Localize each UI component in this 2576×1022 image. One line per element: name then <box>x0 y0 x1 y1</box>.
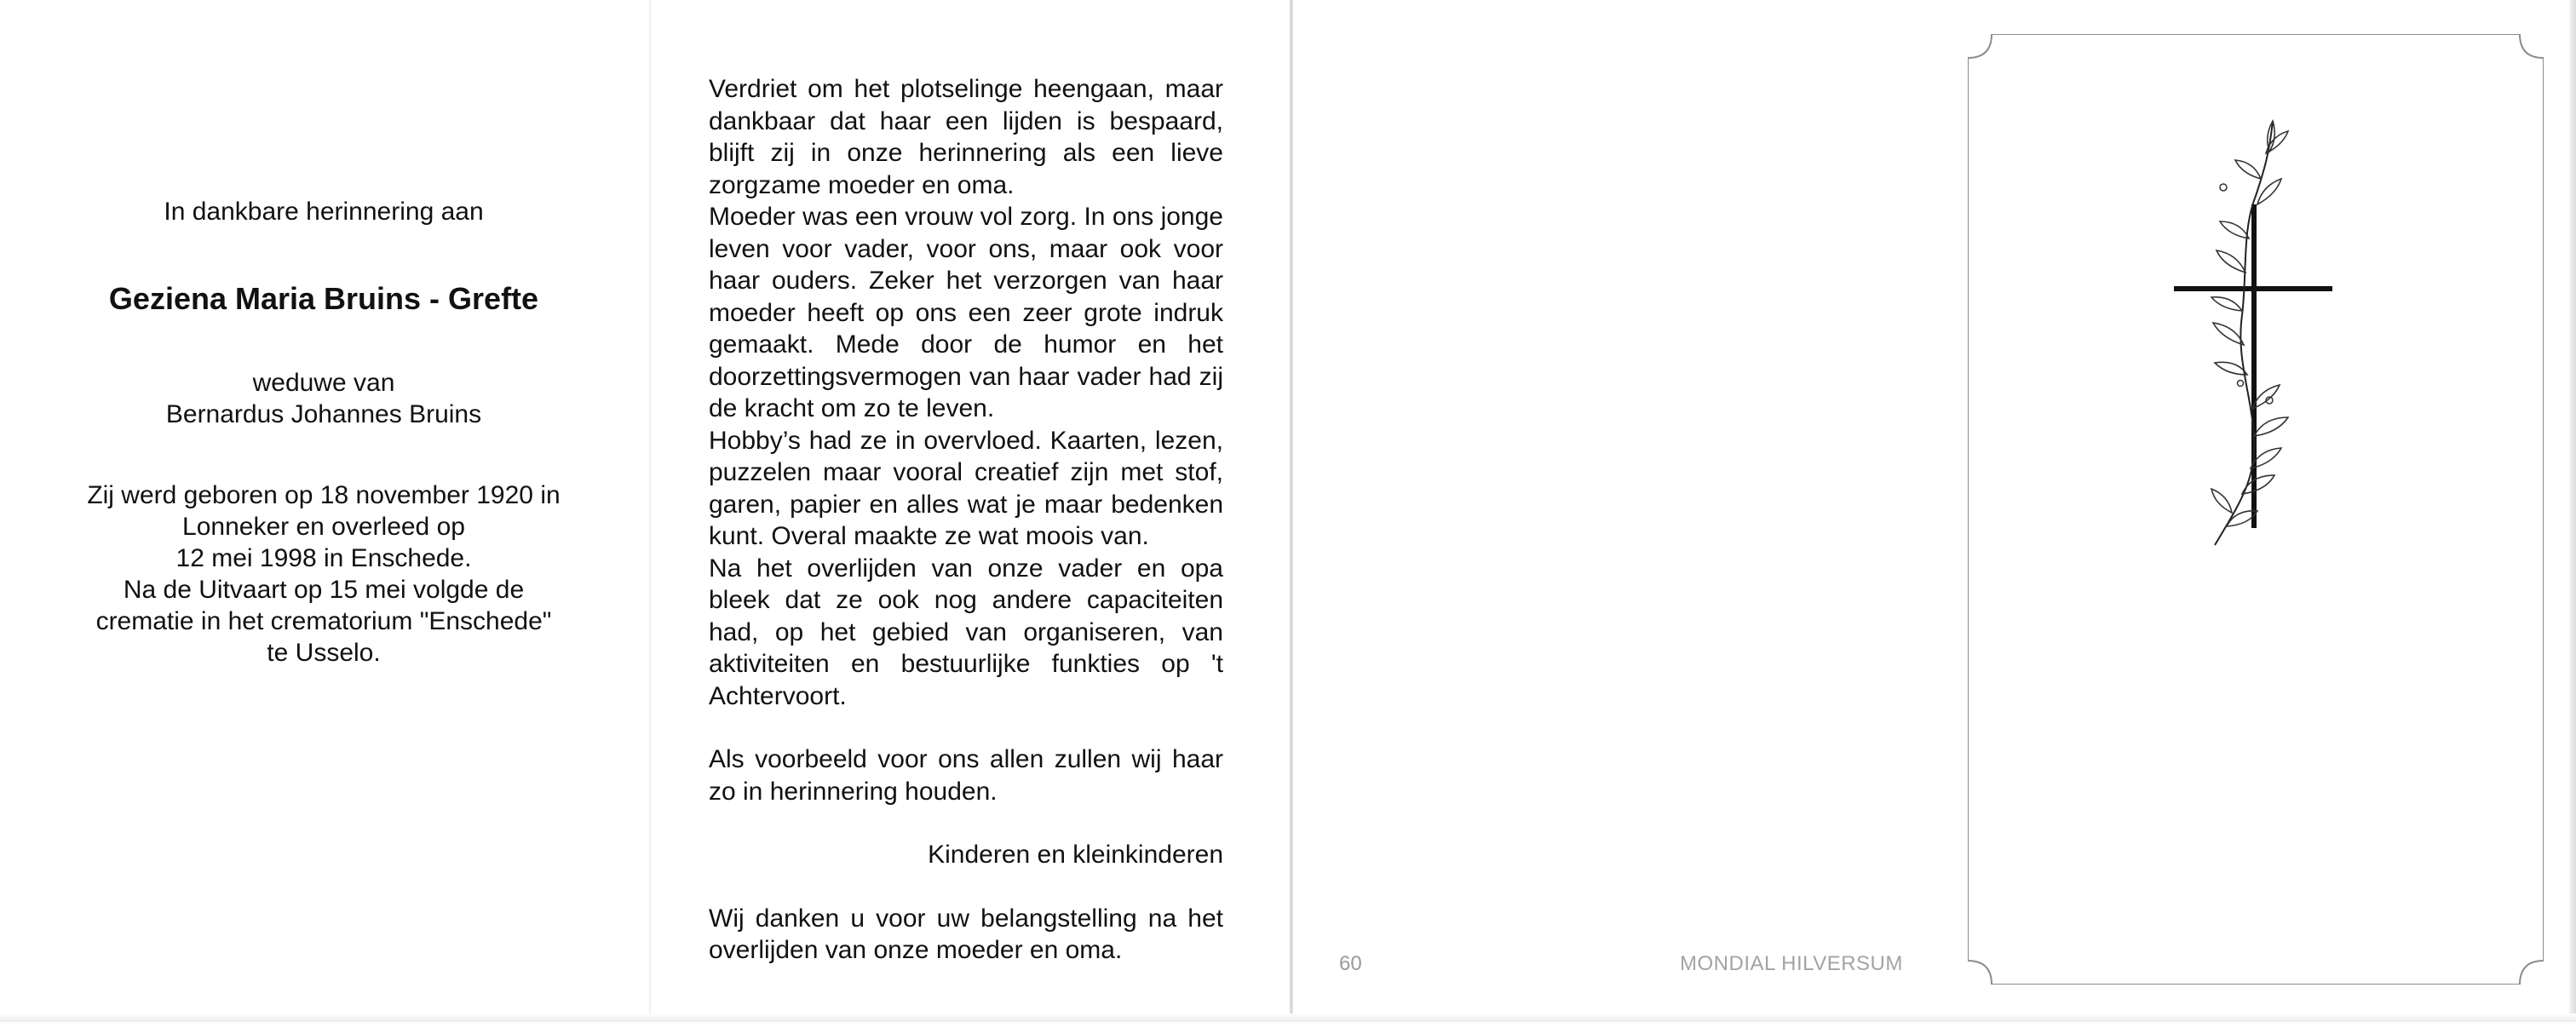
tribute-paragraph: Verdriet om het plotselinge heengaan, maar dankbaar dat haar een lijden is bespaard, blijft zij in onze herinnering als een lieve zorgzame moeder en oma. <box>709 75 1223 199</box>
tribute-text <box>709 73 1223 967</box>
bio-line: 12 mei 1998 in Enschede. <box>175 544 472 572</box>
printer-brand: MONDIAL HILVERSUM <box>1680 952 1903 975</box>
signature: Kinderen en kleinkinderen <box>928 841 1223 869</box>
page-crease-left <box>649 0 651 1022</box>
widow-of-block <box>51 367 596 430</box>
bio-line: crematie in het crematorium "Enschede" <box>95 607 552 635</box>
bio-line: Zij werd geboren op 18 november 1920 in <box>87 481 561 509</box>
card-edge-right <box>2569 0 2576 1022</box>
page-fold-center <box>1290 0 1293 1022</box>
bio-line: te Usselo. <box>267 639 381 667</box>
bio-line: Na de Uitvaart op 15 mei volgde de <box>123 576 525 604</box>
tribute-paragraph: Moeder was een vrouw vol zorg. In ons jonge leven voor vader, voor ons, maar ook voor haar ouders. Zeker het verzorgen van haar moeder heeft op ons een zeer grote indruk gemaakt. Mede door de humor en het doorzettingsvermogen van haar vader had zij de kracht om zo te leven. <box>709 203 1223 422</box>
memorial-details <box>51 196 596 669</box>
tribute-paragraph: Hobby’s had ze in overvloed. Kaarten, lezen, puzzelen maar vooral creatief zijn met stof, garen, papier en alles wat je maar bedenken kunt. Overal maakte ze wat moois van. <box>709 426 1223 550</box>
bio-line: Lonneker en overleed op <box>182 513 465 541</box>
deceased-name: Geziena Maria Bruins - Grefte <box>108 281 539 316</box>
closing-paragraph: Als voorbeeld voor ons allen zullen wij haar zo in herinnering houden. <box>709 745 1223 806</box>
thanks-paragraph: Wij danken u voor uw belangstelling na het overlijden van onze moeder en oma. <box>709 904 1223 964</box>
card-edge-bottom <box>0 1013 2576 1022</box>
spouse-name: Bernardus Johannes Bruins <box>165 400 482 428</box>
biography-block <box>51 479 596 669</box>
card-number: 60 <box>1339 952 1362 975</box>
cross-with-branch-icon <box>2164 102 2351 562</box>
intro-line: In dankbare herinnering aan <box>164 198 484 226</box>
widow-line: weduwe van <box>252 369 395 397</box>
tribute-paragraph: Na het overlijden van onze vader en opa bleek dat ze ook nog andere capaciteiten had, op het gebied van organiseren, van aktiviteiten en bestuurlijke funkties op 't Achtervoort. <box>709 554 1223 710</box>
